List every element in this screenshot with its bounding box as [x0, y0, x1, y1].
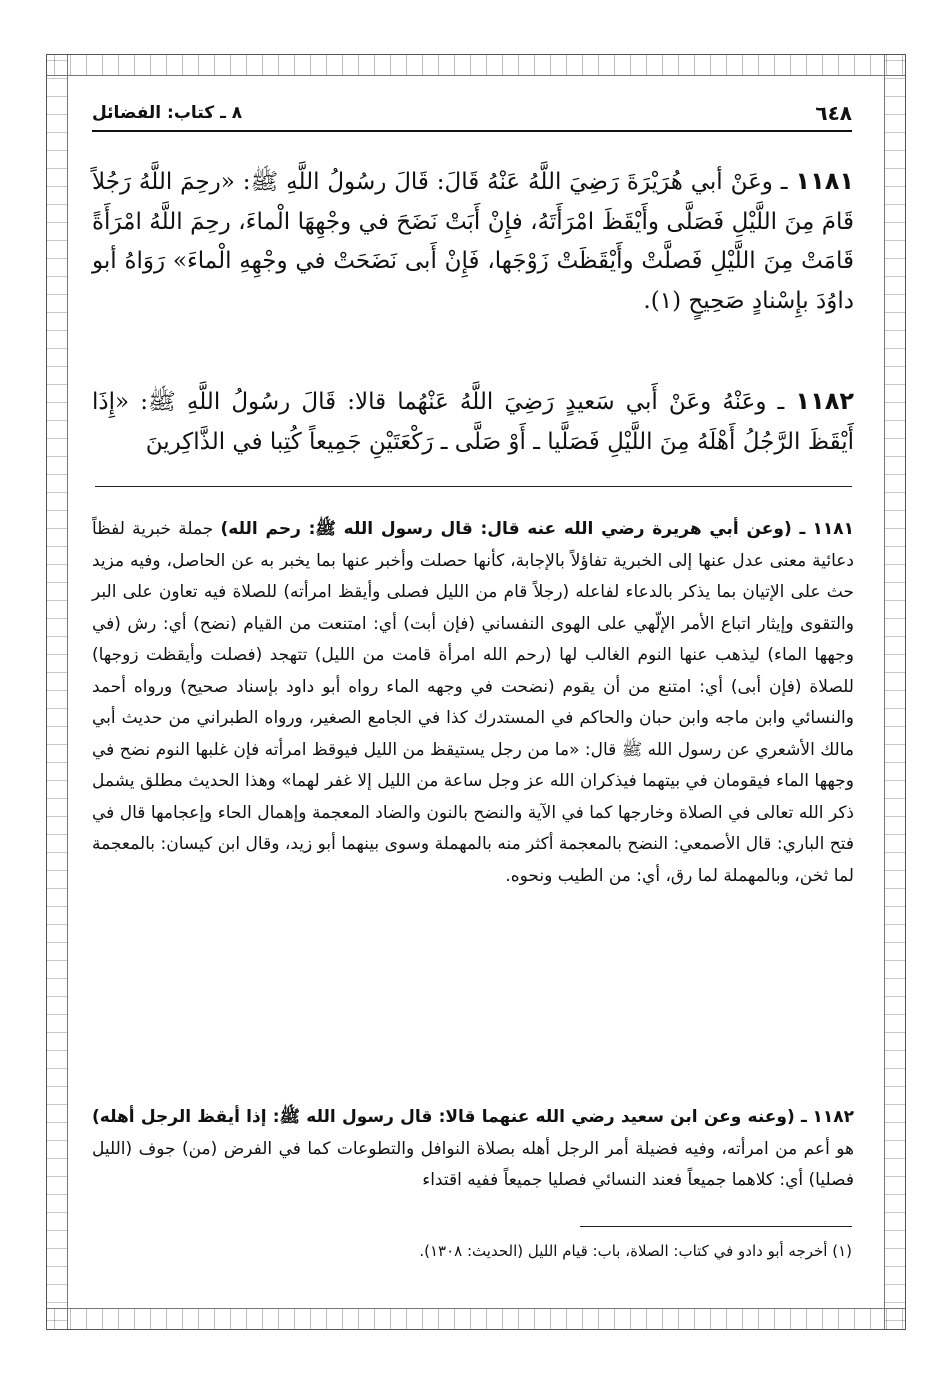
page-header [92, 96, 852, 132]
hadith-number: ١١٨١ [795, 167, 855, 195]
commentary-body: جملة خبرية لفظاً دعائية معنى عدل عنها إلى الخبرية تفاؤلاً بالإجابة، كأنها حصلت وأخبر عنها بما يخبر به عن الحاصل، وفيه مزيد حث على الإتيان بما يذكر بالدعاء لفاعله (رجلاً قام من الليل فصلى وأيقظ امرأته) للصلاة فيه تعاون على البر والتقوى وإيثار اتباع الأمر الإلّهي على الهوى النفساني (فإن أبت) أي: امتنعت من القيام (نضح) أي: رش (في وجهها الماء) ليذهب عنها النوم الغالب لها (رحم الله امرأة قامت من الليل) تتهجد (فصلت وأيقظت زوجها) للصلاة (فإن أبى) أي: امتنع من أن يقوم (نضحت في وجهه الماء رواه أبو داود بإسناد صحيح) ورواه أحمد والنسائي وابن ماجه وابن حبان والحاكم في المستدرك كذا في الجامع الصغير، ورواه الطبراني من حديث أبي مالك الأشعري عن رسول الله ﷺ قال: «ما من رجل يستيقظ من الليل فيوقظ امرأته فإن غلبها النوم نضح في وجهها الماء فيقومان في بيتهما فيذكران الله عز وجل ساعة من الليل إلا غفر لهما» وهذا الحديث مطلق يشمل ذكر الله تعالى في الصلاة وخارجها كما في الآية والنضح بالنون والضاد المعجمة وإهمال الحاء وإعجامها قال في فتح الباري: قال الأصمعي: النضح بالمعجمة أكثر منه بالمهملة وسوى بينهما أبو زيد، وقال ابن كيسان: بالمعجمة لما ثخن، وبالمهملة لما رق، أي: من الطيب ونحوه. [92, 519, 854, 886]
commentary-1181 [92, 514, 854, 892]
commentary-body: هو أعم من امرأته، وفيه فضيلة أمر الرجل أهله بصلاة النوافل والتطوعات كما في الفرض (من) جوف (الليل فصليا) أي: كلاهما جميعاً فعند النسائي فصليا جميعاً ففيه اقتداء [92, 1138, 854, 1190]
hadith-body: ـ وعَنْهُ وعَنْ أَبي سَعيدٍ رَضِيَ اللَّهُ عَنْهُما قالا: قَالَ رسُولُ اللَّهِ ﷺ: «إِذَا أَيْقَظَ الرَّجُلُ أَهْلَهُ مِنَ اللَّيْلِ فَصَلَّيا ـ أَوْ صَلَّى ـ رَكْعَتَيْنِ جَمِيعاً كُتِبا في الذَّاكِرينَ [92, 389, 854, 455]
commentary-number: ١١٨١ [812, 519, 855, 539]
hadith-body: ـ وعَنْ أبي هُرَيْرَةَ رَضِيَ اللَّهُ عَنْهُ قَالَ: قَالَ رسُولُ اللَّهِ ﷺ: «رحِمَ اللَّهُ رَجُلاً قَامَ مِنَ اللَّيْلِ فَصَلَّى وأَيْقَظَ امْرَأَتَهُ، فإِنْ أَبَتْ نَضَحَ في وجْهِهَا الْماءَ، رحِمَ اللَّهُ امْرَأَةً قَامَتْ مِنَ اللَّيْلِ فَصلَّتْ وأَيْقَظَتْ زَوْجَها، فَإِنْ أَبى نَضَحَتْ في وجْهِهِ الْماءَ» رَوَاهُ أبو داوُدَ بإِسْنادٍ صَحِيحٍ (١). [92, 169, 854, 314]
hadith-text-1181 [92, 162, 854, 321]
hadith-text-1182 [92, 382, 854, 462]
commentary-lead: ـ (وعنه وعن ابن سعيد رضي الله عنهما قالا: قال رسول الله ﷺ: إذا أيقظ الرجل أهله) [92, 1107, 807, 1127]
commentary-number: ١١٨٢ [812, 1107, 854, 1127]
page-number: ٦٤٨ [815, 101, 852, 125]
section-divider [95, 486, 852, 487]
footnote-divider [580, 1226, 852, 1227]
commentary-lead: ـ (وعن أبي هريرة رضي الله عنه قال: قال رسول الله ﷺ: رحم الله) [220, 519, 806, 539]
hadith-number: ١١٨٢ [795, 387, 855, 415]
footnote: (١) أخرجه أبو دادو في كتاب: الصلاة، باب: قيام الليل (الحديث: ١٣٠٨). [419, 1242, 852, 1260]
commentary-1182 [92, 1102, 854, 1197]
chapter-title: ٨ ـ كتاب: الفضائل [92, 103, 243, 123]
